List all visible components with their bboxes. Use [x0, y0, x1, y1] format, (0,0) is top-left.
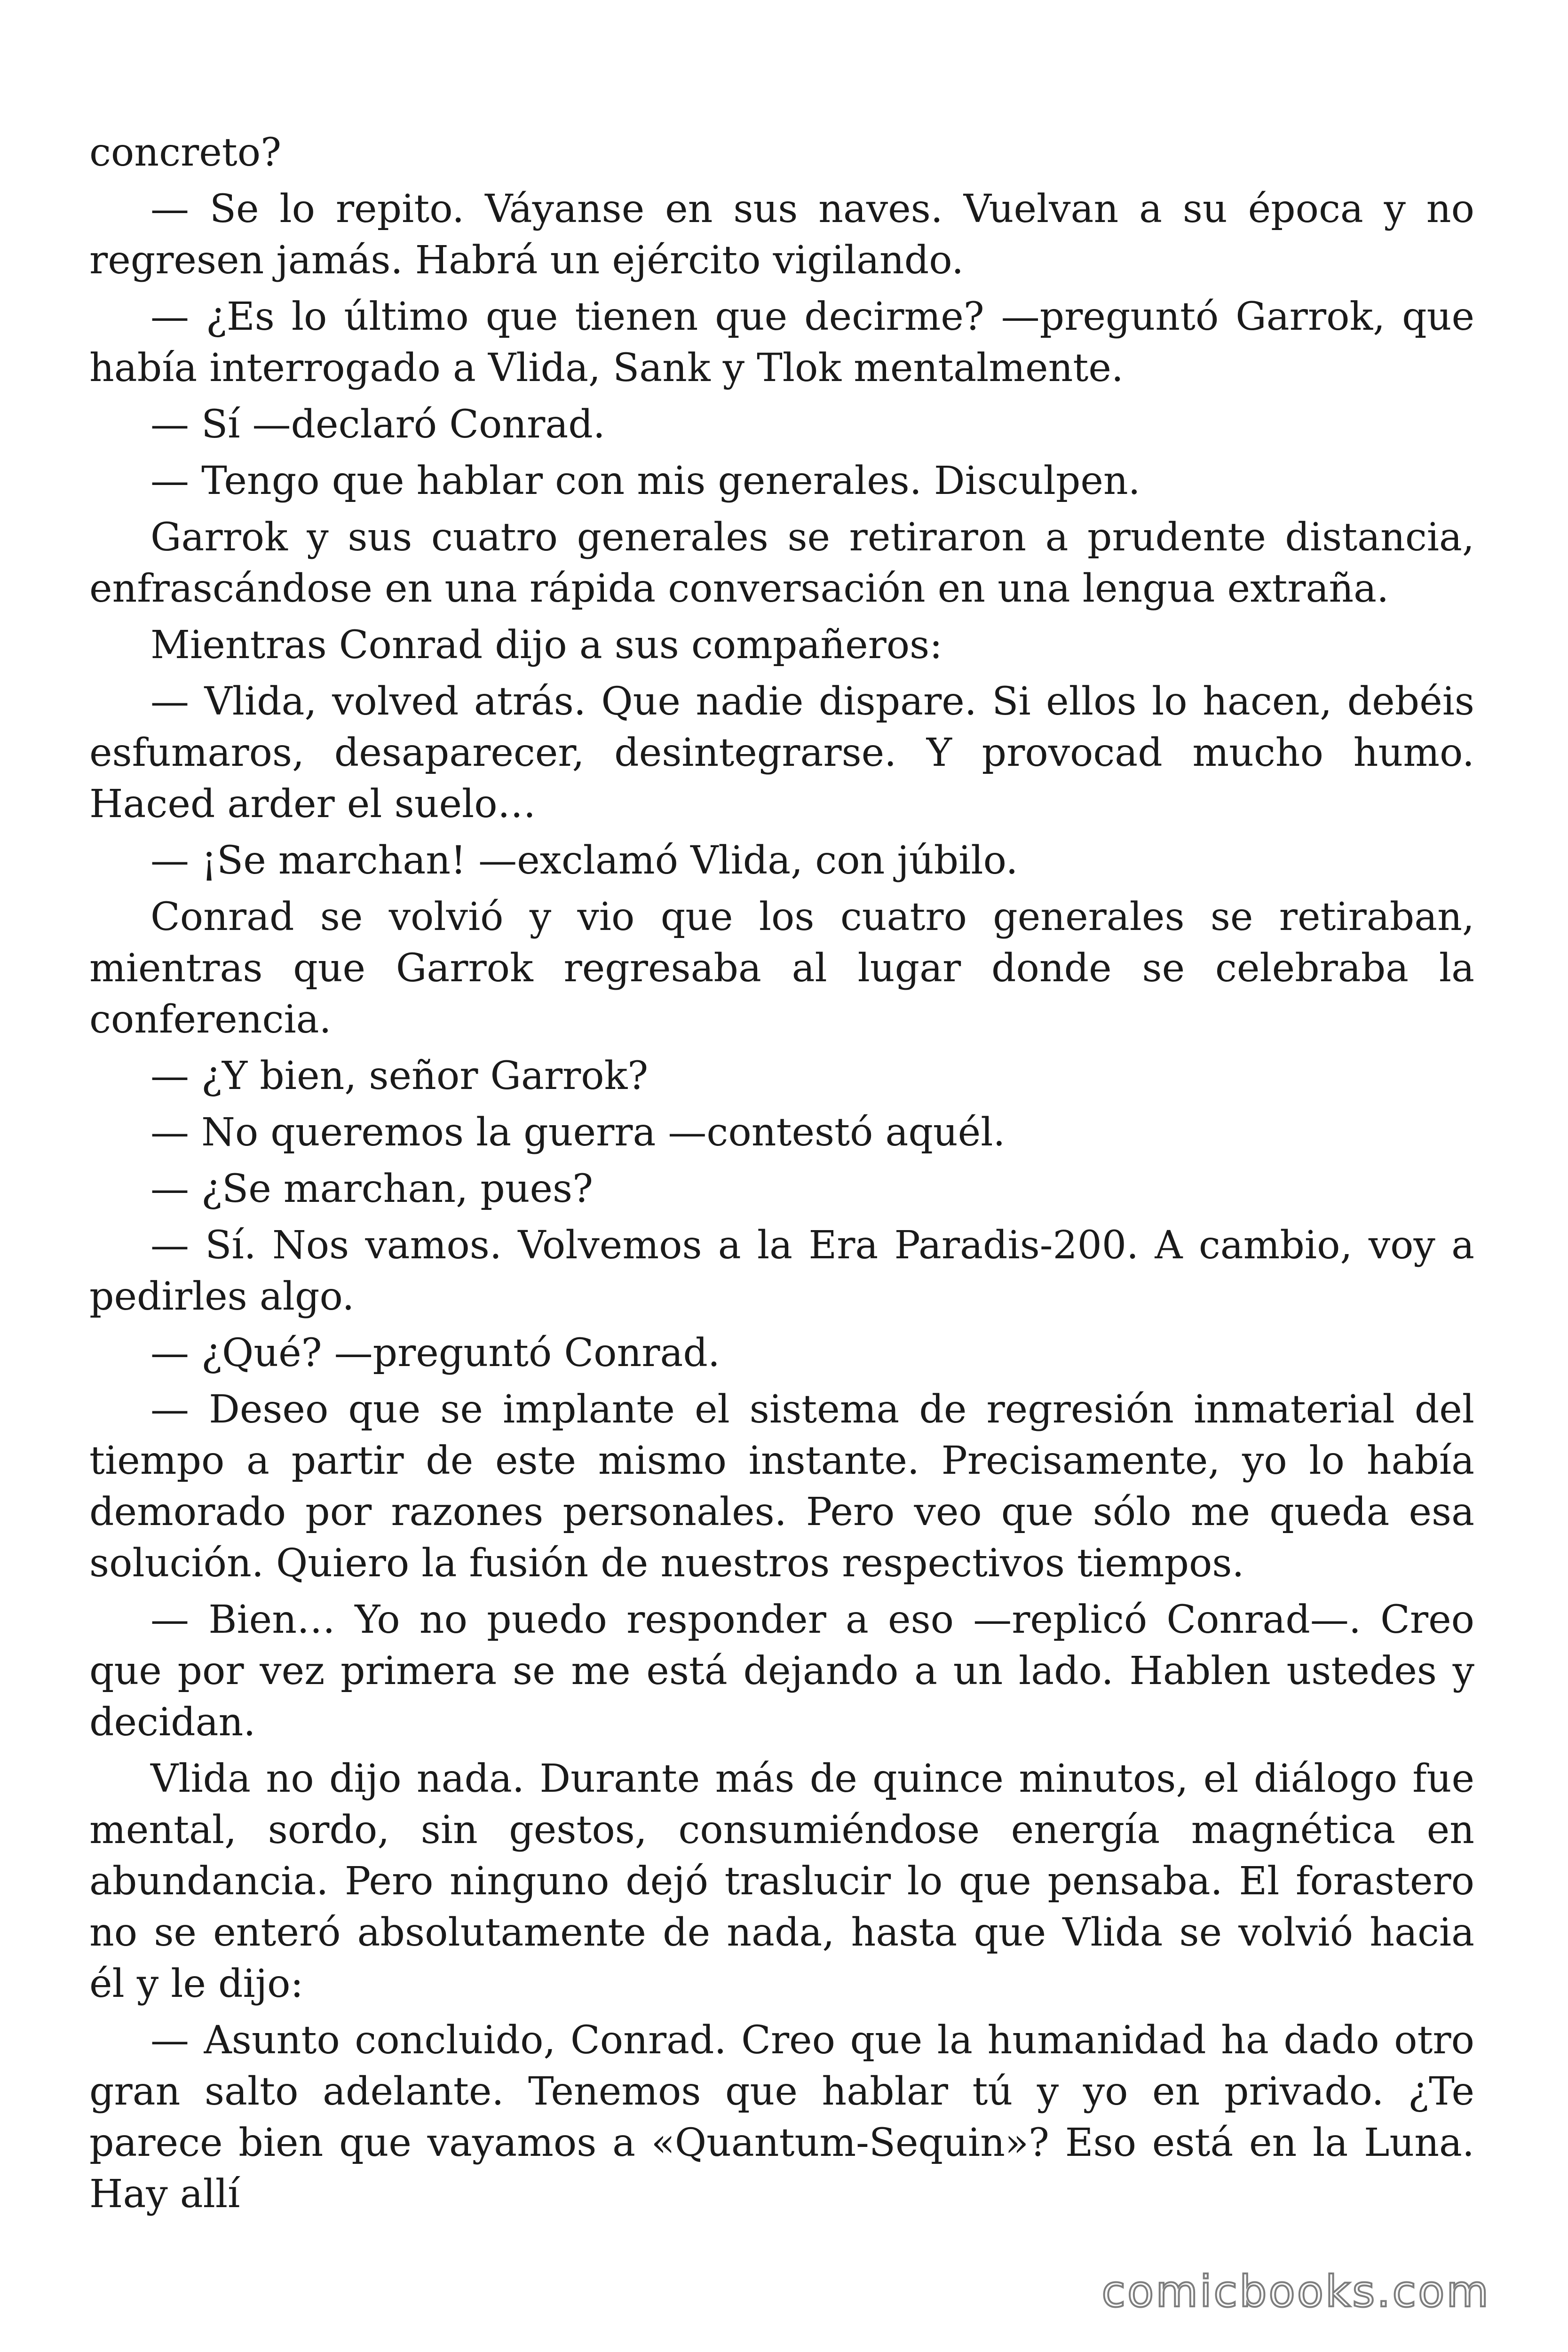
paragraph: — Bien… Yo no puedo responder a eso —replicó Conrad—. Creo que por vez primera se me está dejando a un lado. Hablen ustedes y decidan. — [89, 1597, 1474, 1745]
paragraph: Mientras Conrad dijo a sus compañeros: — [150, 623, 942, 667]
paragraph: — Tengo que hablar con mis generales. Disculpen. — [150, 459, 1140, 503]
paragraph: — Asunto concluido, Conrad. Creo que la humanidad ha dado otro gran salto adelante. Tenemos que hablar tú y yo en privado. ¿Te parece bien que vayamos a «Quantum-Sequin»? Eso está en la Luna. Hay allí — [89, 2018, 1474, 2217]
paragraph: — ¿Se marchan, pues? — [150, 1167, 594, 1211]
paragraph: — ¿Y bien, señor Garrok? — [150, 1054, 649, 1098]
paragraph: — No queremos la guerra —contestó aquél. — [150, 1110, 1006, 1155]
paragraph: — Sí —declaró Conrad. — [150, 402, 605, 447]
paragraph: Vlida no dijo nada. Durante más de quince minutos, el diálogo fue mental, sordo, sin gestos, consumiéndose energía magnética en abundancia. Pero ninguno dejó traslucir lo que pensaba. El forastero no se enteró absolutamente de nada, hasta que Vlida se volvió hacia él y le dijo: — [89, 1756, 1474, 2006]
page-body — [89, 127, 1474, 2225]
paragraph: — ¡Se marchan! —exclamó Vlida, con júbilo. — [150, 838, 1018, 883]
paragraph: — Deseo que se implante el sistema de regresión inmaterial del tiempo a partir de este mismo instante. Precisamente, yo lo había demorado por razones personales. Pero veo que sólo me queda esa solución. Quiero la fusión de nuestros respectivos tiempos. — [89, 1387, 1474, 1586]
paragraph: concreto? — [89, 130, 282, 175]
paragraph: Garrok y sus cuatro generales se retiraron a prudente distancia, enfrascándose en una rápida conversación en una lengua extraña. — [89, 515, 1474, 611]
paragraph: — ¿Es lo último que tienen que decirme? —preguntó Garrok, que había interrogado a Vlida, Sank y Tlok mentalmente. — [89, 294, 1474, 390]
paragraph: — Vlida, volved atrás. Que nadie dispare. Si ellos lo hacen, debéis esfumaros, desaparecer, desintegrarse. Y provocad mucho humo. Haced arder el suelo… — [89, 679, 1474, 826]
watermark: comicbooks.com — [1101, 2266, 1490, 2317]
paragraph: Conrad se volvió y vio que los cuatro generales se retiraban, mientras que Garrok regresaba al lugar donde se celebraba la conferencia. — [89, 895, 1474, 1042]
paragraph: — ¿Qué? —preguntó Conrad. — [150, 1331, 720, 1375]
paragraph: — Sí. Nos vamos. Volvemos a la Era Paradis-200. A cambio, voy a pedirles algo. — [89, 1223, 1474, 1319]
paragraph: — Se lo repito. Váyanse en sus naves. Vuelvan a su época y no regresen jamás. Habrá un ejército vigilando. — [89, 187, 1474, 283]
